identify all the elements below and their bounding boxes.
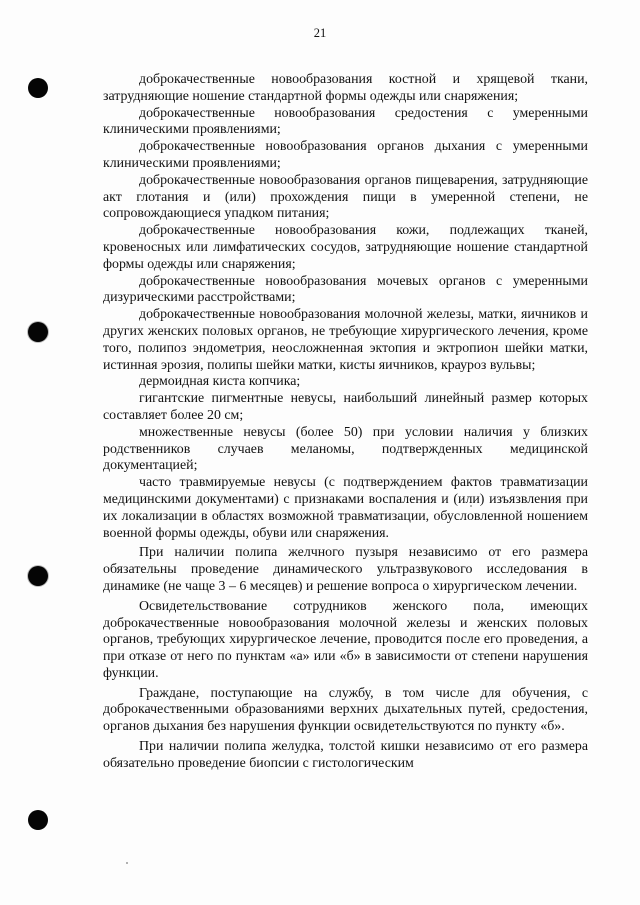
paragraph: доброкачественные новообразования костной и хрящевой ткани, затрудняющие ношение стандартной формы одежды или снаряжения; (103, 72, 588, 104)
punch-hole (28, 322, 48, 342)
paragraph: При наличии полипа желудка, толстой кишки независимо от его размера обязательно проведение биопсии с гистологическим (103, 739, 588, 771)
scan-speck (126, 862, 128, 864)
paragraph: При наличии полипа желчного пузыря независимо от его размера обязательны проведение динамического ультразвукового исследования в динамике (не чаще 3 – 6 месяцев) и решение вопроса о хирургическом лечении. (103, 545, 588, 594)
paragraph: гигантские пигментные невусы, наибольший линейный размер которых составляет более 20 см; (103, 391, 588, 423)
punch-hole (28, 78, 48, 98)
paragraph: доброкачественные новообразования органов дыхания с умеренными клиническими проявлениями; (103, 139, 588, 171)
paragraph: доброкачественные новообразования кожи, подлежащих тканей, кровеносных или лимфатических сосудов, затрудняющие ношение стандартной формы одежды или снаряжения; (103, 223, 588, 272)
punch-hole (28, 810, 48, 830)
paragraph: множественные невусы (более 50) при условии наличия у близких родственников случаев меланомы, подтвержденных медицинской документацией; (103, 424, 588, 474)
document-body (103, 72, 588, 773)
paragraph: доброкачественные новообразования мочевых органов с умеренными дизурическими расстройствами; (103, 273, 588, 306)
paragraph: часто травмируемые невусы (с подтверждением фактов травматизации медицинскими документами) с признаками воспаления и (или) изъязвления при их локализации в областях возможной травматизации, обусловленной ношением военной формы одежды, обуви или снаряжения. (103, 475, 588, 541)
paragraph: доброкачественные новообразования молочной железы, матки, яичников и других женских половых органов, не требующие хирургического лечения, кроме того, полипоз эндометрия, неосложненная эктопия и эктропион шейки матки, истинная эрозия, полипы шейки матки, кисты яичников, крауроз вульвы; (103, 307, 588, 373)
page-number: 21 (313, 26, 327, 40)
paragraph: доброкачественные новообразования средостения с умеренными клиническими проявлениями; (103, 105, 588, 138)
punch-hole (28, 566, 48, 586)
paragraph: доброкачественные новообразования органов пищеварения, затрудняющие акт глотания и (или) прохождения пищи в умеренной степени, не сопровождающиеся упадком питания; (103, 172, 588, 222)
paragraph: Освидетельствование сотрудников женского пола, имеющих доброкачественные новообразования молочной железы и женских половых органов, требующих хирургическое лечение, проводится после его проведения, а при отказе от него по пунктам «а» или «б» в зависимости от степени нарушения функции. (103, 598, 588, 681)
paragraph: Граждане, поступающие на службу, в том числе для обучения, с доброкачественными образованиями верхних дыхательных путей, средостения, органов дыхания без нарушения функции освидетельствуются по пункту «б». (103, 685, 588, 735)
paragraph: дермоидная киста копчика; (139, 374, 301, 390)
